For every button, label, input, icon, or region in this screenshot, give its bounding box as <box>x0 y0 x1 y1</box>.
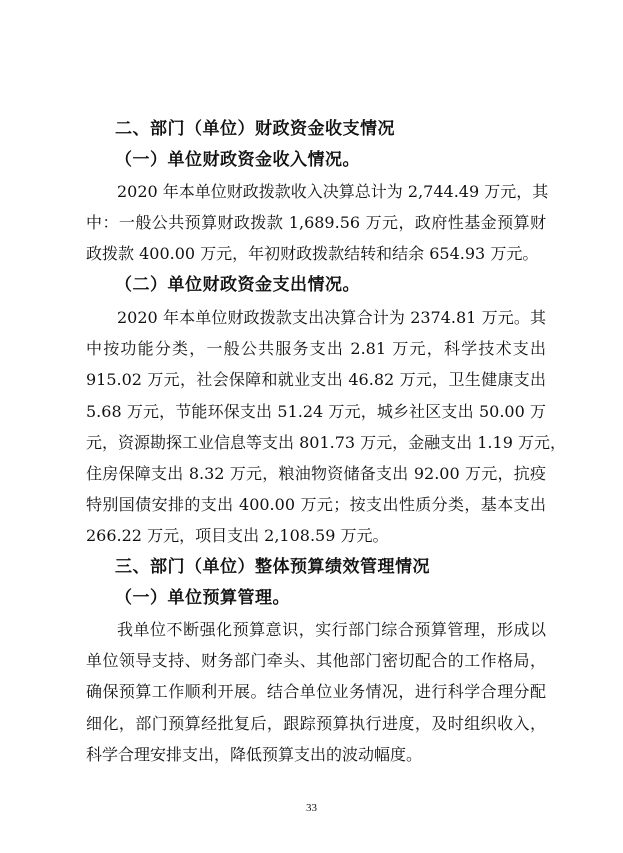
paragraph-line: 5.68 万元，节能环保支出 51.24 万元，城乡社区支出 50.00 万 <box>86 401 546 421</box>
paragraph-line: 元，资源勘探工业信息等支出 801.73 万元，金融支出 1.19 万元， <box>86 432 566 452</box>
paragraph-line: 266.22 万元，项目支出 2,108.59 万元。 <box>86 526 389 546</box>
paragraph-line: 细化，部门预算经批复后，跟踪预算执行进度，及时组织收入， <box>86 713 546 733</box>
expenditure-paragraph <box>86 302 566 552</box>
paragraph-line: 单位领导支持、财务部门牵头、其他部门密切配合的工作格局， <box>86 651 546 671</box>
paragraph-line: 中按功能分类，一般公共服务支出 2.81 万元，科学技术支出 <box>86 339 546 359</box>
section-3-heading: 三、部门（单位）整体预算绩效管理情况 <box>115 557 430 577</box>
section-2-heading: 二、部门（单位）财政资金收支情况 <box>115 119 395 139</box>
income-paragraph <box>86 176 549 270</box>
paragraph-line: 特别国债安排的支出 400.00 万元；按支出性质分类，基本支出 <box>86 495 546 515</box>
page-number: 33 <box>306 802 317 814</box>
paragraph-line: 科学合理安排支出，降低预算支出的波动幅度。 <box>86 744 423 764</box>
paragraph-line: 中：一般公共预算财政拨款 1,689.56 万元，政府性基金预算财 <box>86 213 546 233</box>
paragraph-line: 915.02 万元，社会保障和就业支出 46.82 万元，卫生健康支出 <box>86 370 546 390</box>
paragraph-line: 2020 年本单位财政拨款收入决算总计为 2,744.49 万元，其 <box>117 182 549 201</box>
paragraph-line: 2020 年本单位财政拨款支出决算合计为 2374.81 万元。其 <box>117 308 546 327</box>
budget-management-paragraph <box>86 614 546 770</box>
paragraph-line: 我单位不断强化预算意识，实行部门综合预算管理，形成以 <box>117 620 546 639</box>
paragraph-line: 住房保障支出 8.32 万元，粮油物资储备支出 92.00 万元，抗疫 <box>86 463 546 483</box>
section-2-1-heading: （一）单位财政资金收入情况。 <box>115 150 360 170</box>
paragraph-line: 确保预算工作顺利开展。结合单位业务情况，进行科学合理分配 <box>86 682 546 702</box>
section-3-1-heading: （一）单位预算管理。 <box>115 588 290 608</box>
paragraph-line: 政拨款 400.00 万元，年初财政拨款结转和结余 654.93 万元。 <box>86 244 539 264</box>
section-2-2-heading: （二）单位财政资金支出情况。 <box>115 275 360 295</box>
